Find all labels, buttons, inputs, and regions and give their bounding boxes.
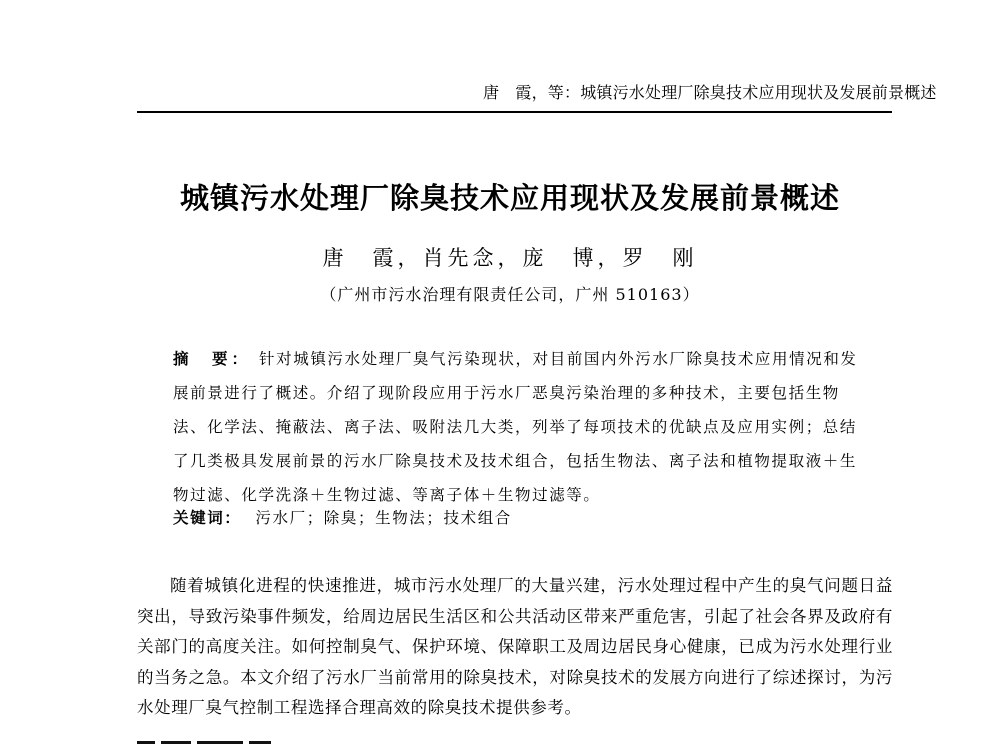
running-header: 唐 霞，等：城镇污水处理厂除臭技术应用现状及发展前景概述 <box>483 83 937 102</box>
article-affiliation: （广州市污水治理有限责任公司，广州 510163） <box>320 285 700 304</box>
body-paragraph: 随着城镇化进程的快速推进，城市污水处理厂的大量兴建，污水处理过程中产生的臭气问题日益突出，导致污染事件频发，给周边居民生活区和公共活动区带来严重危害，引起了社会各界及政府有关部门的高度关注。如何控制臭气、保护环境、保障职工及周边居民身心健康，已成为污水处理行业的当务之急。本文介绍了污水厂当前常用的除臭技术，对除臭技术的发展方向进行了综述探讨，为污水处理厂臭气控制工程选择合理高效的除臭技术提供参考。 <box>137 576 893 717</box>
article-title: 城镇污水处理厂除臭技术应用现状及发展前景概述 <box>179 181 840 215</box>
header-rule <box>137 111 892 113</box>
article-authors: 唐 霞，肖先念，庞 博，罗 刚 <box>322 246 698 270</box>
abstract-label: 摘 要： <box>173 350 252 368</box>
keywords-text: 污水厂；除臭；生物法；技术组合 <box>255 509 512 527</box>
keywords-label: 关键词： <box>173 509 242 527</box>
abstract-text: 针对城镇污水处理厂臭气污染现状，对目前国内外污水厂除臭技术应用情况和发展前景进行了概述。介绍了现阶段应用于污水厂恶臭污染治理的多种技术，主要包括生物法、化学法、掩蔽法、离子法、吸附法几大类，列举了每项技术的优缺点及应用实例；总结了几类极具发展前景的污水厂除臭技术及技术组合，包括生物法、离子法和植物提取液＋生物过滤、化学洗涤＋生物过滤、等离子体＋生物过滤等。 <box>173 350 858 504</box>
abstract <box>173 342 873 512</box>
cut-off-text-line <box>137 741 297 750</box>
keywords <box>173 506 873 528</box>
